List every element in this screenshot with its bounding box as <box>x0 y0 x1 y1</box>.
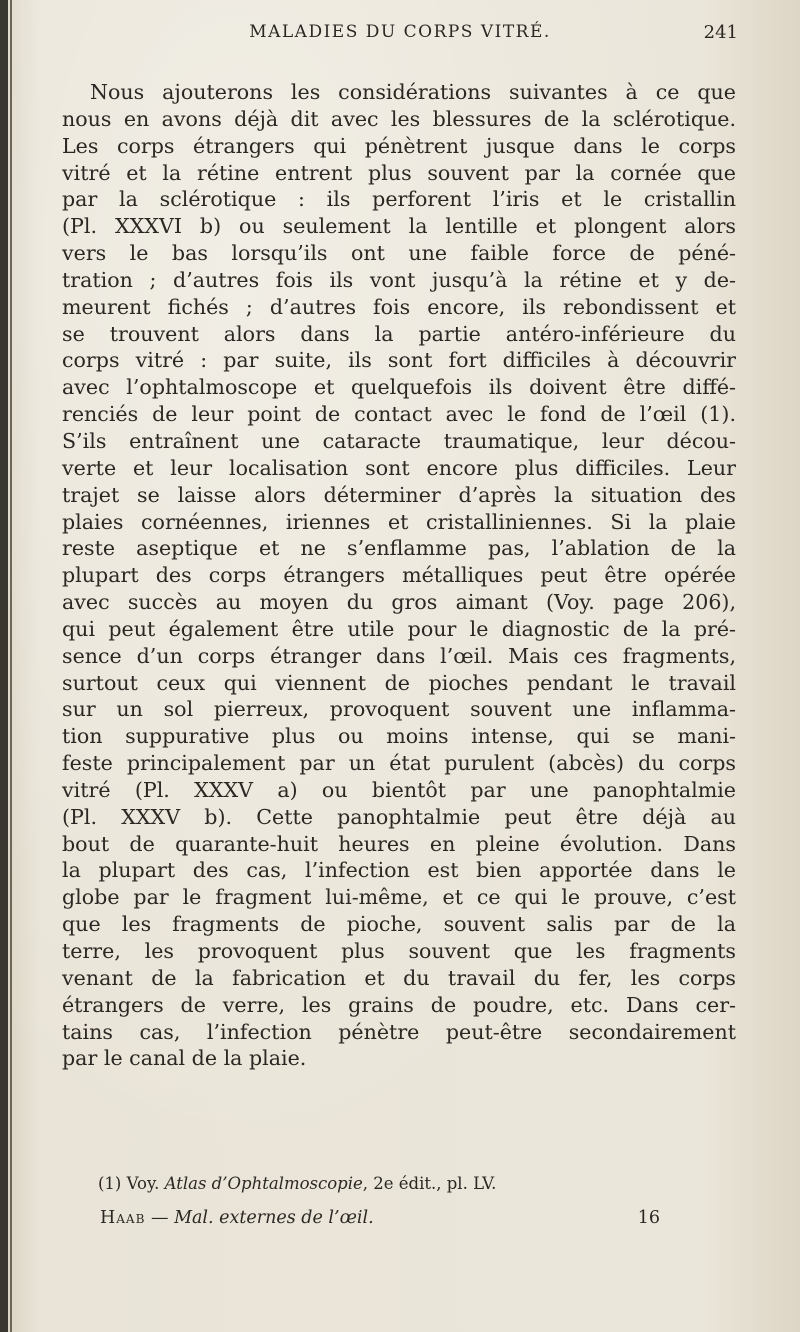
text-line: tion suppurative plus ou moins intense, qui se mani- <box>62 724 736 749</box>
text-line: que les fragments de pioche, souvent salis par de la <box>62 912 736 937</box>
text-line: tains cas, l’infection pénètre peut-être secondairement <box>62 1019 736 1044</box>
text-line: plaies cornéennes, iriennes et cristalliniennes. Si la plaie <box>62 509 736 534</box>
signature-work: — Mal. externes de l’œil. <box>151 1208 374 1228</box>
text-line: vers le bas lorsqu’ils ont une faible force de péné- <box>62 241 736 266</box>
text-line: terre, les provoquent plus souvent que les fragments <box>62 939 736 963</box>
text-line: par le canal de la plaie. <box>62 1046 307 1071</box>
text-line: la plupart des cas, l’infection est bien apportée dans le <box>62 858 736 883</box>
footnote-suffix: , 2e édit., pl. LV. <box>362 1174 497 1193</box>
footnote-prefix: Voy. <box>126 1174 160 1193</box>
text-line: avec succès au moyen du gros aimant (Voy. page 206), <box>62 590 736 615</box>
text-line: vitré et la rétine entrent plus souvent par la cornée que <box>62 160 736 185</box>
text-line: bout de quarante-huit heures en pleine évolution. Dans <box>62 831 736 856</box>
text-line: corps vitré : par suite, ils sont fort difficiles à découvrir <box>62 348 736 373</box>
text-line: (Pl. XXXVI b) ou seulement la lentille et plongent alors <box>62 214 736 239</box>
page-binding-edge <box>0 0 8 1332</box>
text-line: par la sclérotique : ils perforent l’iris et le cristallin <box>62 187 736 212</box>
text-line: (Pl. XXXV b). Cette panophtalmie peut être déjà au <box>62 804 736 829</box>
text-line: S’ils entraînent une cataracte traumatique, leur décou- <box>62 428 736 453</box>
text-line: feste principalement par un état purulent (abcès) du corps <box>62 751 736 776</box>
text-line: venant de la fabrication et du travail du fer, les corps <box>62 965 736 990</box>
text-line: globe par le fragment lui-même, et ce qui le prouve, c’est <box>62 885 736 910</box>
text-line: trajet se laisse alors déterminer d’après la situation des <box>62 482 736 507</box>
text-line: Les corps étrangers qui pénètrent jusque dans le corps <box>62 133 736 158</box>
page-header <box>62 22 738 52</box>
text-line: renciés de leur point de contact avec le fond de l’œil (1). <box>62 402 736 427</box>
running-head: MALADIES DU CORPS VITRÉ. <box>249 22 551 42</box>
text-line: qui peut également être utile pour le diagnostic de la pré- <box>62 616 736 641</box>
text-line: sence d’un corps étranger dans l’œil. Mais ces fragments, <box>62 643 736 668</box>
footnote <box>98 1172 738 1196</box>
printer-signature <box>100 1208 660 1234</box>
signature-sheet-number: 16 <box>637 1208 660 1228</box>
footnote-marker: (1) <box>98 1174 122 1193</box>
text-line: reste aseptique et ne s’enflamme pas, l’ablation de la <box>62 536 736 561</box>
text-line: Nous ajouterons les considérations suivantes à ce que <box>90 80 736 104</box>
text-line: nous en avons déjà dit avec les blessures de la sclérotique. <box>62 106 736 131</box>
page-number: 241 <box>703 22 738 43</box>
text-line: avec l’ophtalmoscope et quelquefois ils doivent être diffé- <box>62 375 736 400</box>
body-paragraph <box>62 79 736 1072</box>
page-binding-line <box>10 0 12 1332</box>
text-line: tration ; d’autres fois ils vont jusqu’à la rétine et y de- <box>62 267 736 292</box>
signature-author: Haab <box>100 1208 146 1228</box>
text-line: plupart des corps étrangers métalliques peut être opérée <box>62 563 736 588</box>
text-line: se trouvent alors dans la partie antéro-inférieure du <box>62 321 736 346</box>
text-line: étrangers de verre, les grains de poudre, etc. Dans cer- <box>62 992 736 1017</box>
text-line: vitré (Pl. XXXV a) ou bientôt par une panophtalmie <box>62 777 736 802</box>
text-line: meurent fichés ; d’autres fois encore, ils rebondissent et <box>62 294 736 319</box>
text-line: surtout ceux qui viennent de pioches pendant le travail <box>62 670 736 695</box>
text-line: verte et leur localisation sont encore plus difficiles. Leur <box>62 455 736 480</box>
footnote-title: Atlas d’Ophtalmoscopie <box>164 1174 363 1193</box>
text-line: sur un sol pierreux, provoquent souvent une inflamma- <box>62 697 736 722</box>
